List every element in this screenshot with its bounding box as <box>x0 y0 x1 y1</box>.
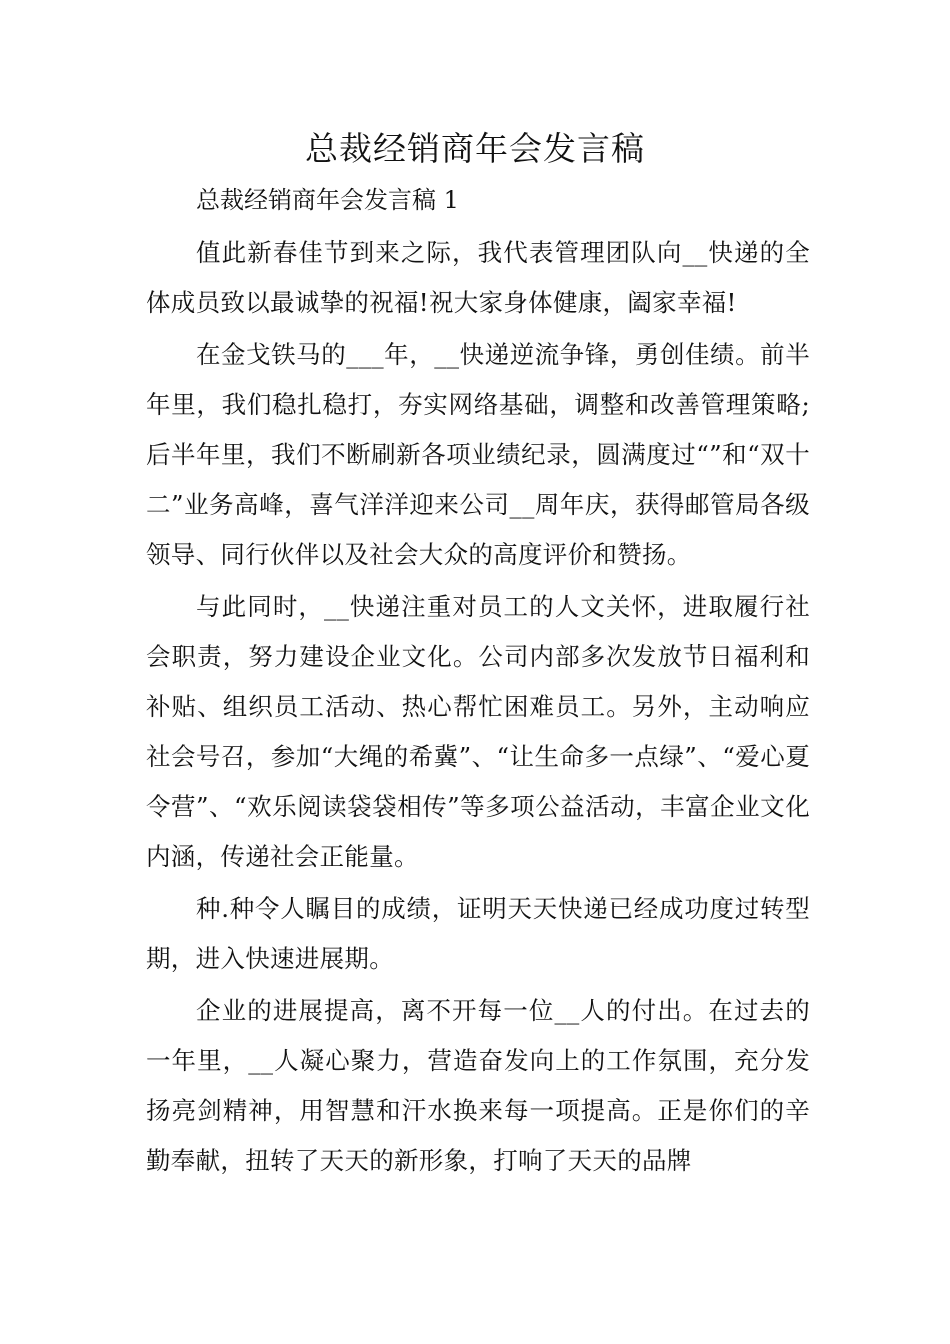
document-subtitle: 总裁经销商年会发言稿 1 <box>196 186 459 214</box>
paragraph-culture: 与此同时，__快递注重对员工的人文关怀，进取履行社会职责，努力建设企业文化。公司内部多次发放节日福利和补贴、组织员工活动、热心帮忙困难员工。另外，主动响应社会号召，参加“大绳的希冀”、“让生命多一点绿”、“爱心夏令营”、“欢乐阅读袋袋相传”等多项公益活动，丰富企业文化内涵，传递社会正能量。 <box>146 592 810 871</box>
paragraph-greeting: 值此新春佳节到来之际，我代表管理团队向__快递的全体成员致以最诚挚的祝福!祝大家身体健康，阖家幸福! <box>146 238 810 317</box>
paragraph-transition: 种.种令人瞩目的成绩，证明天天快递已经成功度过转型期，进入快速进展期。 <box>146 894 810 973</box>
document-body <box>146 228 810 1188</box>
paragraph-employees: 企业的进展提高，离不开每一位__人的付出。在过去的一年里，__人凝心聚力，营造奋发向上的工作氛围，充分发扬亮剑精神，用智慧和汗水换来每一项提高。正是你们的辛勤奉献，扭转了天天的新形象，打响了天天的品牌 <box>146 996 810 1175</box>
document-title: 总裁经销商年会发言稿 <box>305 129 645 168</box>
paragraph-achievements: 在金戈铁马的___年，__快递逆流争锋，勇创佳绩。前半年里，我们稳扎稳打，夯实网络基础，调整和改善管理策略;后半年里，我们不断刷新各项业绩纪录，圆满度过“”和“双十二”业务高峰，喜气洋洋迎来公司__周年庆，获得邮管局各级领导、同行伙伴以及社会大众的高度评价和赞扬。 <box>146 340 810 569</box>
